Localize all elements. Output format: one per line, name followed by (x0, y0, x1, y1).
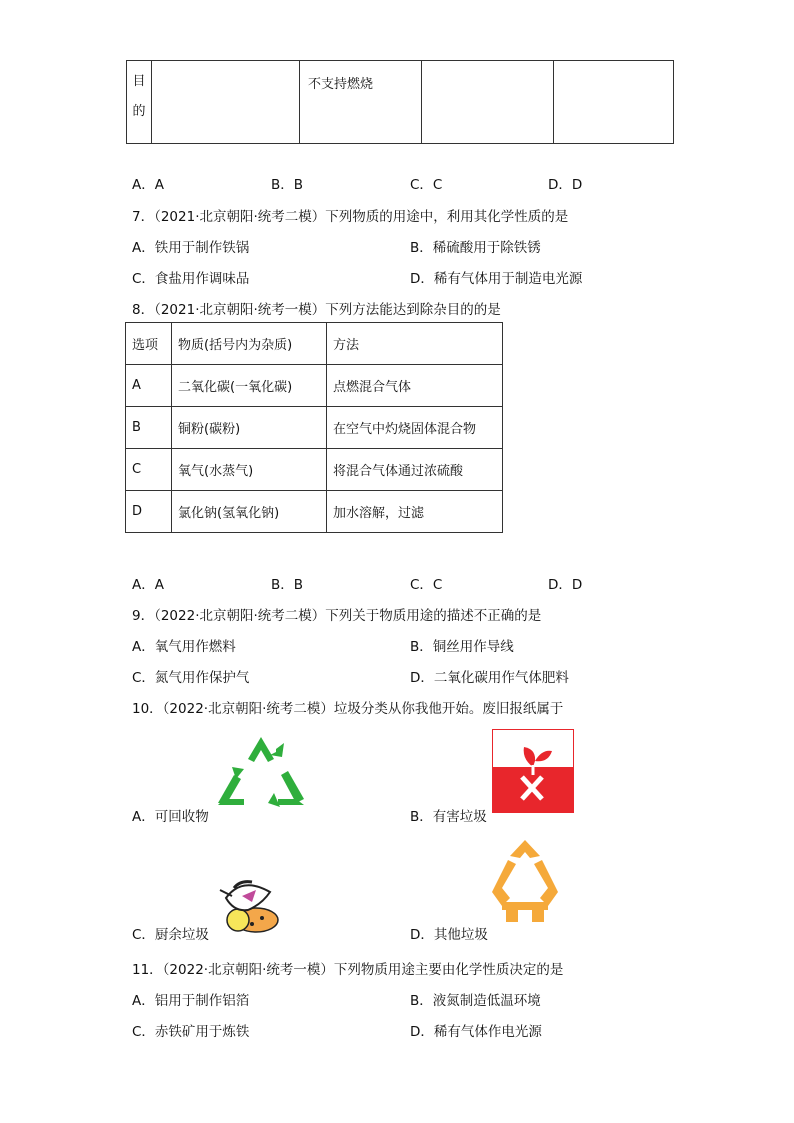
table-cell: B (126, 407, 172, 449)
q11-stem: 11．（2022·北京朝阳·统考一模）下列物质用途主要由化学性质决定的是 (132, 962, 564, 978)
table-cell: 二氧化碳(一氧化碳) (172, 365, 327, 407)
hazardous-waste-icon (492, 729, 574, 813)
top-table-fragment (126, 60, 674, 144)
table-header-cell: 方法 (327, 323, 503, 365)
q9-stem: 9．（2022·北京朝阳·统考二模）下列关于物质用途的描述不正确的是 (132, 608, 542, 624)
cell-text: 不支持燃烧 (308, 77, 374, 92)
q7-option-c[interactable]: C．食盐用作调味品 (132, 271, 250, 287)
table-cell: A (126, 365, 172, 407)
q10-option-a[interactable]: A．可回收物 (132, 809, 209, 825)
table-cell: 氯化钠(氢氧化钠) (172, 491, 327, 533)
q9-option-d[interactable]: D．二氧化碳用作气体肥料 (410, 670, 569, 686)
q9-option-b[interactable]: B．铜丝用作导线 (410, 639, 514, 655)
table-header-cell: 物质(括号内为杂质) (172, 323, 327, 365)
q8-option-d[interactable]: D．D (548, 577, 583, 593)
cell-char: 目 (132, 74, 146, 89)
table-cell (300, 61, 422, 144)
table-cell: 铜粉(碳粉) (172, 407, 327, 449)
table-cell (127, 61, 152, 144)
table-cell: 在空气中灼烧固体混合物 (327, 407, 503, 449)
table-cell (554, 61, 674, 144)
table-row (127, 61, 674, 144)
q8-table (125, 322, 503, 533)
table-cell: 氧气(水蒸气) (172, 449, 327, 491)
table-header-cell: 选项 (126, 323, 172, 365)
q6-option-c[interactable]: C．C (410, 177, 443, 193)
cell-char: 的 (132, 104, 146, 119)
table-row (126, 491, 503, 533)
table-row (126, 365, 503, 407)
q7-option-b[interactable]: B．稀硫酸用于除铁锈 (410, 240, 541, 256)
q6-option-d[interactable]: D．D (548, 177, 583, 193)
table-cell (152, 61, 300, 144)
table-row (126, 449, 503, 491)
q6-option-b[interactable]: B．B (271, 177, 304, 193)
q8-option-a[interactable]: A．A (132, 577, 164, 593)
table-row (126, 407, 503, 449)
table-cell: 将混合气体通过浓硫酸 (327, 449, 503, 491)
q9-option-c[interactable]: C．氮气用作保护气 (132, 670, 250, 686)
q10-stem: 10．（2022·北京朝阳·统考二模）垃圾分类从你我他开始。废旧报纸属于 (132, 701, 564, 717)
q6-option-a[interactable]: A．A (132, 177, 164, 193)
table-cell: 点燃混合气体 (327, 365, 503, 407)
recycle-icon (214, 733, 308, 813)
q8-option-c[interactable]: C．C (410, 577, 443, 593)
q10-option-b[interactable]: B．有害垃圾 (410, 809, 487, 825)
q7-stem: 7．（2021·北京朝阳·统考二模）下列物质的用途中，利用其化学性质的是 (132, 209, 569, 225)
q7-option-a[interactable]: A．铁用于制作铁锅 (132, 240, 250, 256)
q11-option-c[interactable]: C．赤铁矿用于炼铁 (132, 1024, 250, 1040)
q10-option-d[interactable]: D．其他垃圾 (410, 927, 488, 943)
table-cell (422, 61, 554, 144)
table-cell: 加水溶解，过滤 (327, 491, 503, 533)
table-header-row (126, 323, 503, 365)
q11-option-d[interactable]: D．稀有气体作电光源 (410, 1024, 542, 1040)
q8-stem: 8．（2021·北京朝阳·统考一模）下列方法能达到除杂目的的是 (132, 302, 501, 318)
q10-option-c[interactable]: C．厨余垃圾 (132, 927, 209, 943)
other-waste-icon (490, 838, 560, 938)
table-cell: D (126, 491, 172, 533)
table-cell: C (126, 449, 172, 491)
q9-option-a[interactable]: A．氧气用作燃料 (132, 639, 236, 655)
q11-option-b[interactable]: B．液氮制造低温环境 (410, 993, 541, 1009)
q8-option-b[interactable]: B．B (271, 577, 304, 593)
kitchen-waste-icon (212, 868, 282, 938)
q7-option-d[interactable]: D．稀有气体用于制造电光源 (410, 271, 583, 287)
q11-option-a[interactable]: A．铝用于制作铝箔 (132, 993, 250, 1009)
